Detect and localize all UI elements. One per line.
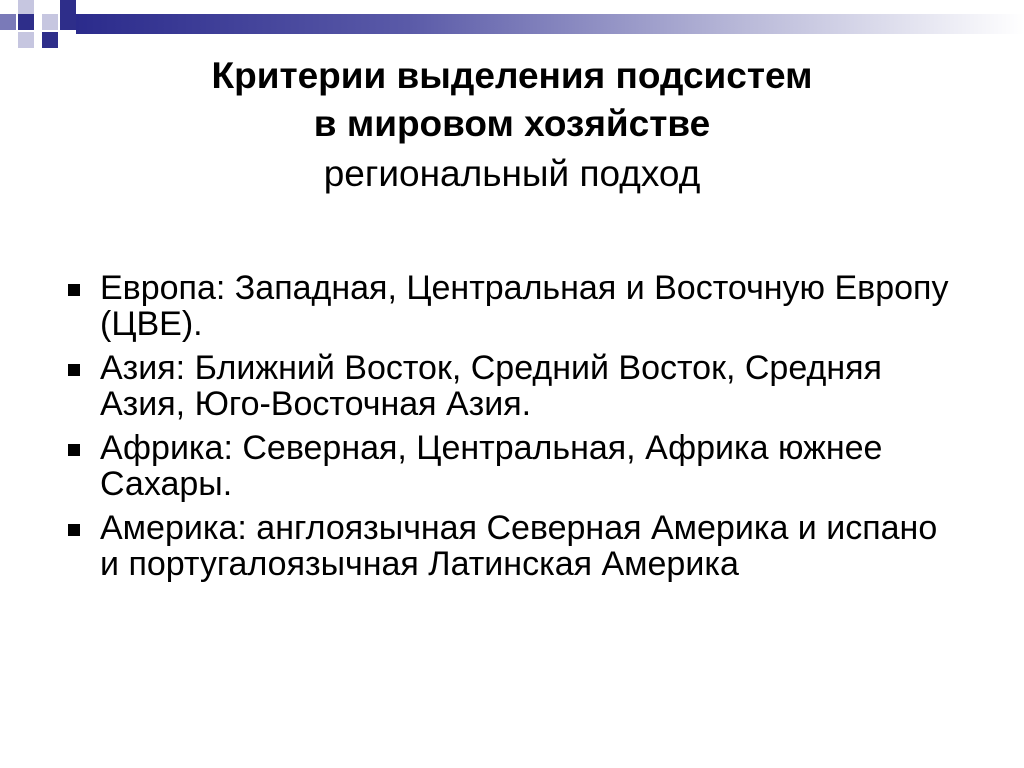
decor-square	[42, 32, 58, 48]
square-bullet-icon	[68, 284, 80, 296]
slide-subtitle: региональный подход	[323, 153, 701, 194]
decor-square	[60, 14, 76, 30]
bullet-text: Европа: Западная, Центральная и Восточную Европу (ЦВЕ).	[100, 269, 949, 343]
bullet-item-africa	[64, 430, 964, 502]
header-decoration	[0, 0, 1024, 48]
header-gradient-bar	[76, 14, 1024, 34]
square-bullet-icon	[68, 524, 80, 536]
slide-title-line-2: в мировом хозяйстве	[313, 103, 711, 144]
bullet-text: Америка: англоязычная Северная Америка и испано и португалоязычная Латинская Америка	[100, 509, 938, 583]
decor-square	[18, 32, 34, 48]
decor-square	[0, 14, 16, 30]
square-bullet-icon	[68, 444, 80, 456]
bullet-item-europe	[64, 270, 964, 342]
bullet-text: Азия: Ближний Восток, Средний Восток, Средняя Азия, Юго-Восточная Азия.	[100, 349, 882, 423]
slide-title-line-1: Критерии выделения подсистем	[211, 55, 813, 96]
square-bullet-icon	[68, 364, 80, 376]
decor-square	[42, 14, 58, 30]
decor-square	[18, 14, 34, 30]
bullet-text: Африка: Северная, Центральная, Африка южнее Сахары.	[100, 429, 883, 503]
bullet-item-asia	[64, 350, 964, 422]
bullet-list	[64, 270, 964, 590]
slide-title-block	[0, 52, 1024, 200]
bullet-item-america	[64, 510, 964, 582]
